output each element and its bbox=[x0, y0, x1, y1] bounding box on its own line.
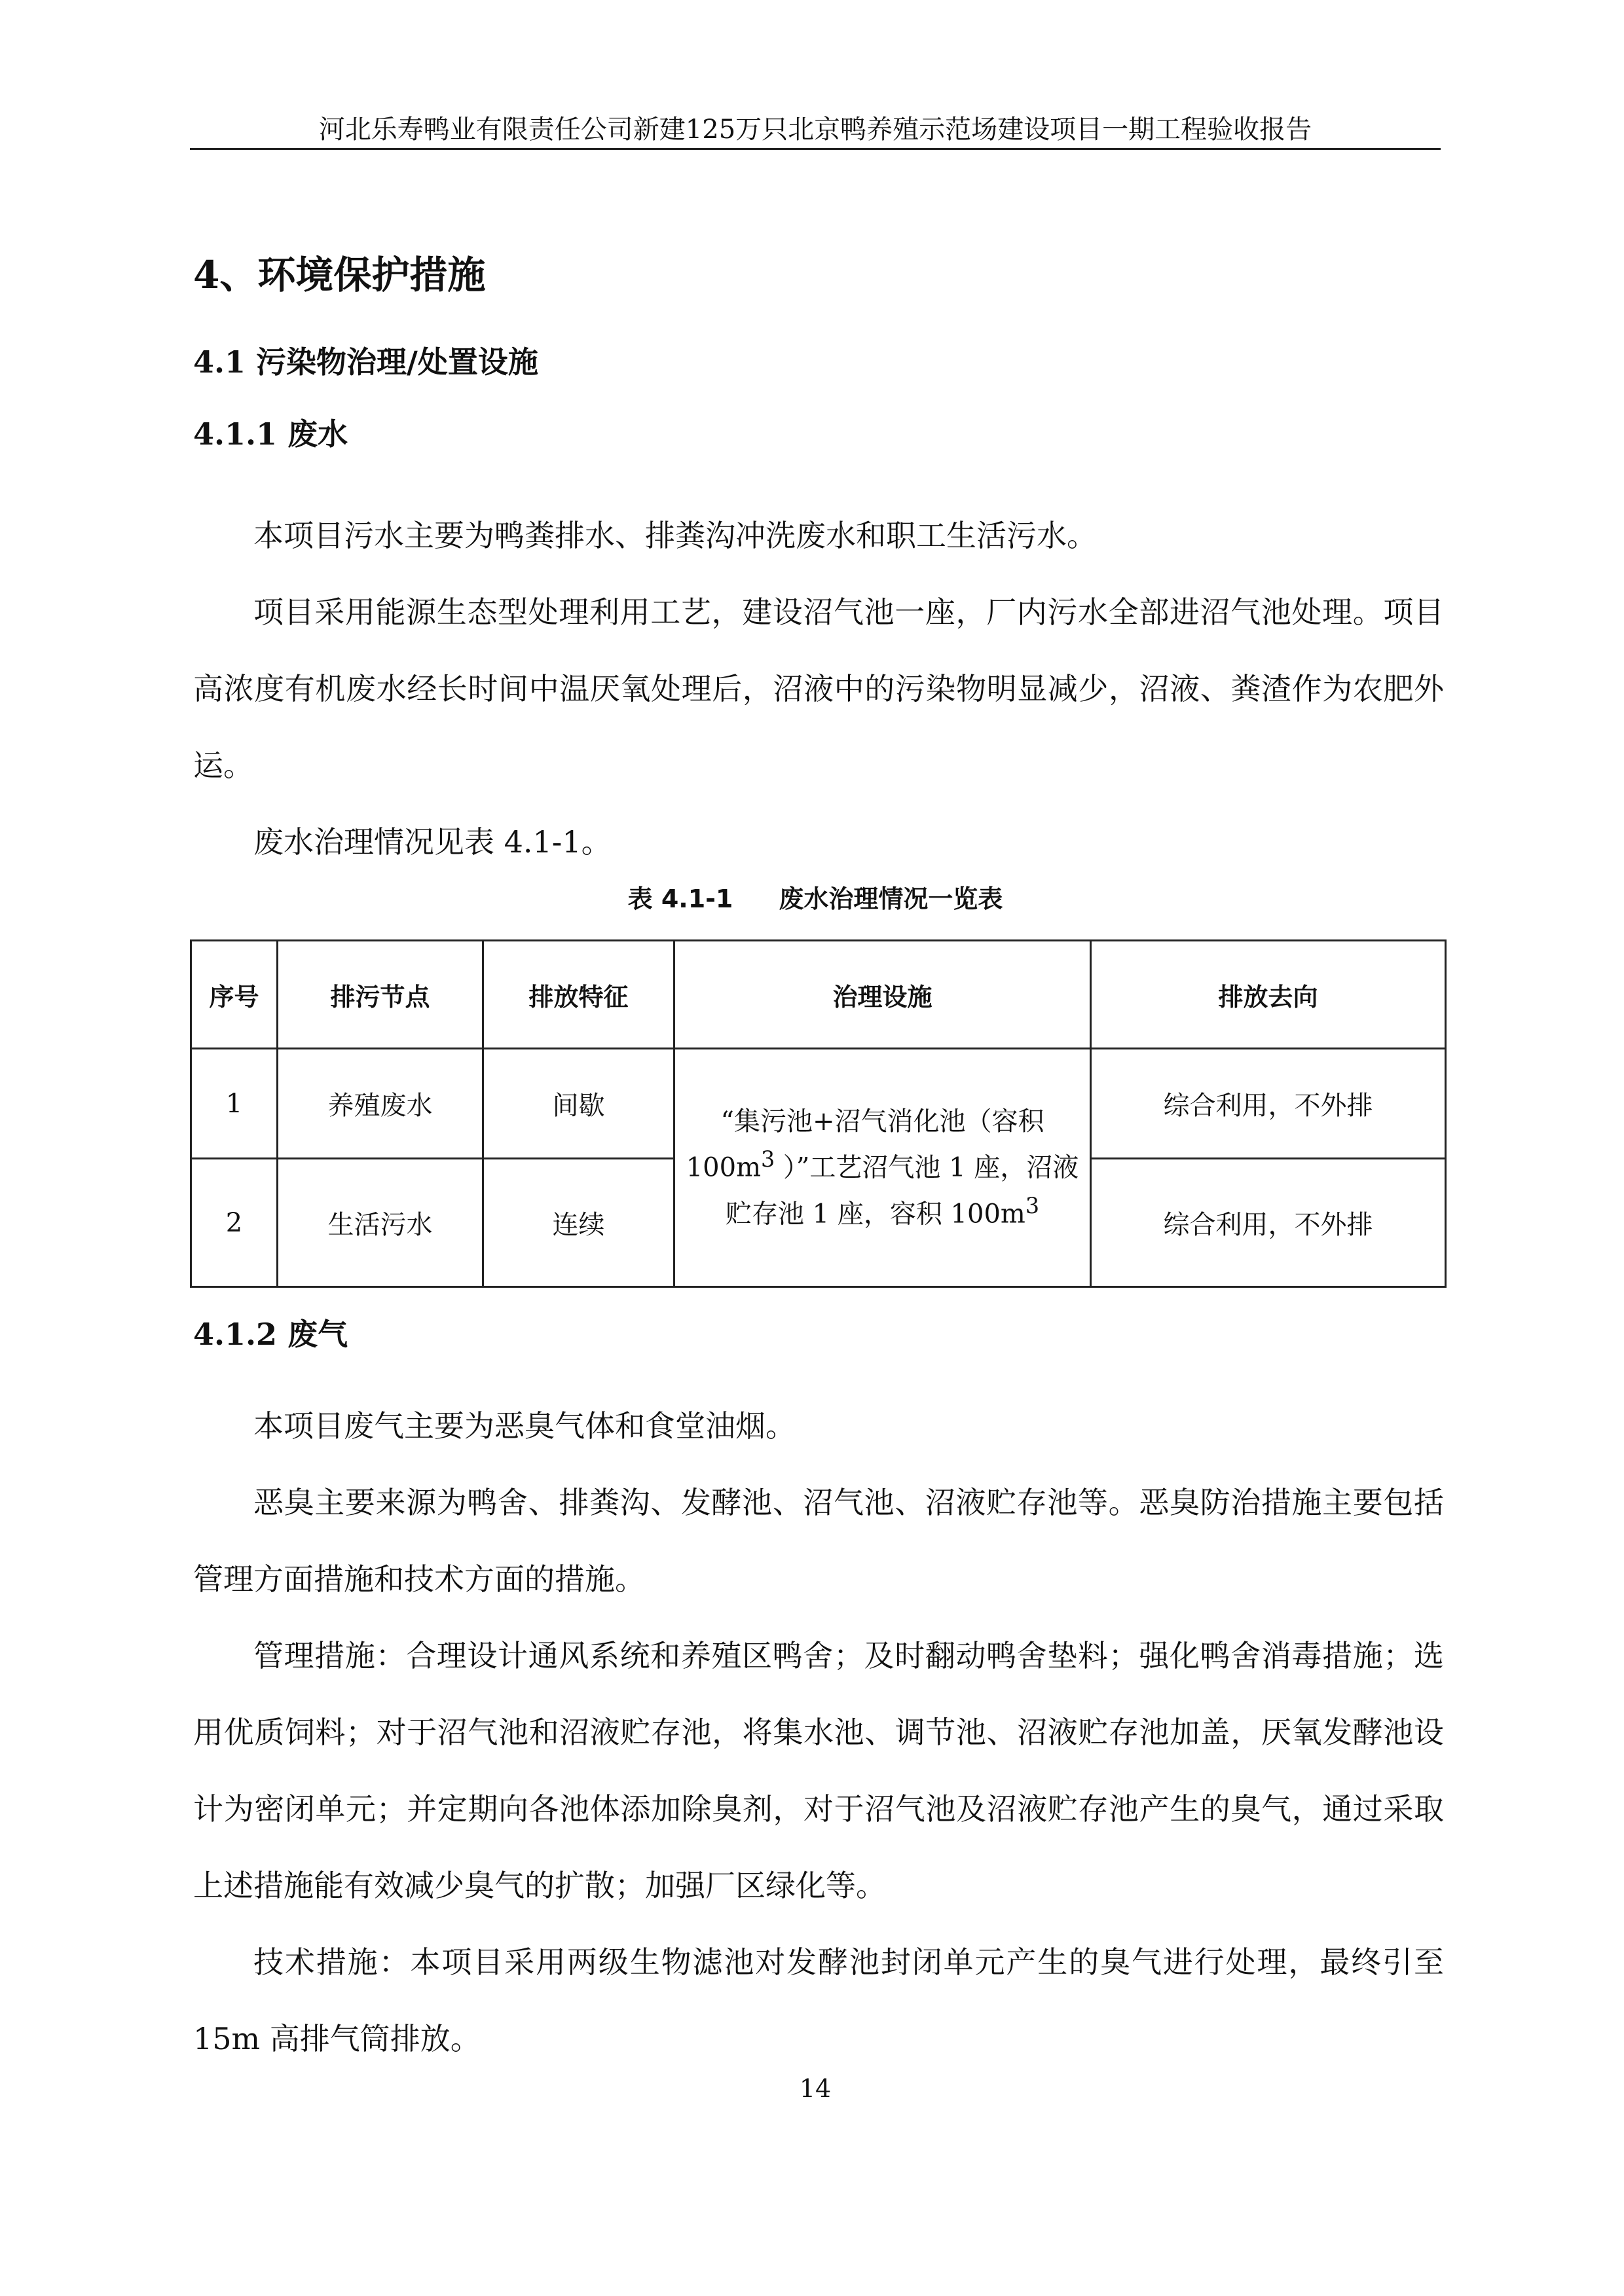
exhaust-heading: 4.1.2 废气 bbox=[193, 1317, 348, 1352]
table-header-cell: 排污节点 bbox=[278, 941, 483, 1049]
exhaust-paragraph: 本项目废气主要为恶臭气体和食堂油烟。 bbox=[253, 1408, 796, 1444]
facility-line: 100m bbox=[686, 1152, 761, 1183]
table-row bbox=[191, 1049, 1446, 1159]
table-header-cell: 排放特征 bbox=[483, 941, 674, 1049]
table-header-cell: 排放去向 bbox=[1091, 941, 1446, 1049]
table-caption-title: 废水治理情况一览表 bbox=[779, 884, 1003, 913]
wastewater-heading: 4.1.1 废水 bbox=[193, 416, 348, 452]
table-cell-node: 养殖废水 bbox=[278, 1049, 483, 1159]
table-cell-destination: 综合利用，不外排 bbox=[1091, 1049, 1446, 1159]
exhaust-paragraph: 技术措施：本项目采用两级生物滤池对发酵池封闭单元产生的臭气进行处理，最终引至 15m 高排气筒排放。 bbox=[193, 1944, 1444, 2056]
section-title: 4、环境保护措施 bbox=[193, 253, 486, 297]
exhaust-paragraph: 恶臭主要来源为鸭舍、排粪沟、发酵池、沼气池、沼液贮存池等。恶臭防治措施主要包括管理方面措施和技术方面的措施。 bbox=[193, 1485, 1444, 1597]
facility-sup: 3 bbox=[1025, 1192, 1040, 1218]
page-number: 14 bbox=[799, 2074, 832, 2103]
wastewater-paragraph: 废水治理情况见表 4.1-1。 bbox=[253, 824, 612, 860]
facility-line: “集污池+沼气消化池（容积 bbox=[720, 1106, 1044, 1137]
exhaust-paragraph: 管理措施：合理设计通风系统和养殖区鸭舍；及时翻动鸭舍垫料；强化鸭舍消毒措施；选用优质饲料；对于沼气池和沼液贮存池，将集水池、调节池、沼液贮存池加盖，厌氧发酵池设计为密闭单元；并定期向各池体添加除臭剂，对于沼气池及沼液贮存池产生的臭气，通过采取上述措施能有效减少臭气的扩散；加强厂区绿化等。 bbox=[193, 1638, 1444, 1903]
table-cell-destination: 综合利用，不外排 bbox=[1091, 1159, 1446, 1287]
wastewater-table bbox=[190, 939, 1447, 1288]
wastewater-paragraph: 项目采用能源生态型处理利用工艺，建设沼气池一座，厂内污水全部进沼气池处理。项目高浓度有机废水经长时间中温厌氧处理后，沼液中的污染物明显减少，沼液、粪渣作为农肥外运。 bbox=[193, 594, 1444, 783]
facility-line: 贮存池 1 座，容积 100m bbox=[725, 1198, 1025, 1229]
table-cell-no: 1 bbox=[191, 1049, 278, 1159]
wastewater-paragraph: 本项目污水主要为鸭粪排水、排粪沟冲洗废水和职工生活污水。 bbox=[253, 518, 1097, 553]
header-rule bbox=[190, 148, 1441, 150]
table-cell-feature: 间歇 bbox=[483, 1049, 674, 1159]
facility-line: ）”工艺沼气池 1 座，沼液 bbox=[775, 1152, 1079, 1183]
table-cell-node: 生活污水 bbox=[278, 1159, 483, 1287]
table-caption bbox=[190, 881, 1441, 917]
table-header-cell: 序号 bbox=[191, 941, 278, 1049]
table-caption-number: 表 4.1-1 bbox=[627, 884, 733, 913]
table-header-row bbox=[191, 941, 1446, 1049]
table-cell-facility bbox=[674, 1049, 1091, 1287]
facility-sup: 3 bbox=[761, 1146, 775, 1173]
table-cell-no: 2 bbox=[191, 1159, 278, 1287]
table-header-cell: 治理设施 bbox=[674, 941, 1091, 1049]
subsection-title: 4.1 污染物治理/处置设施 bbox=[193, 344, 538, 380]
running-header: 河北乐寿鸭业有限责任公司新建125万只北京鸭养殖示范场建设项目一期工程验收报告 bbox=[318, 115, 1312, 145]
table-cell-feature: 连续 bbox=[483, 1159, 674, 1287]
